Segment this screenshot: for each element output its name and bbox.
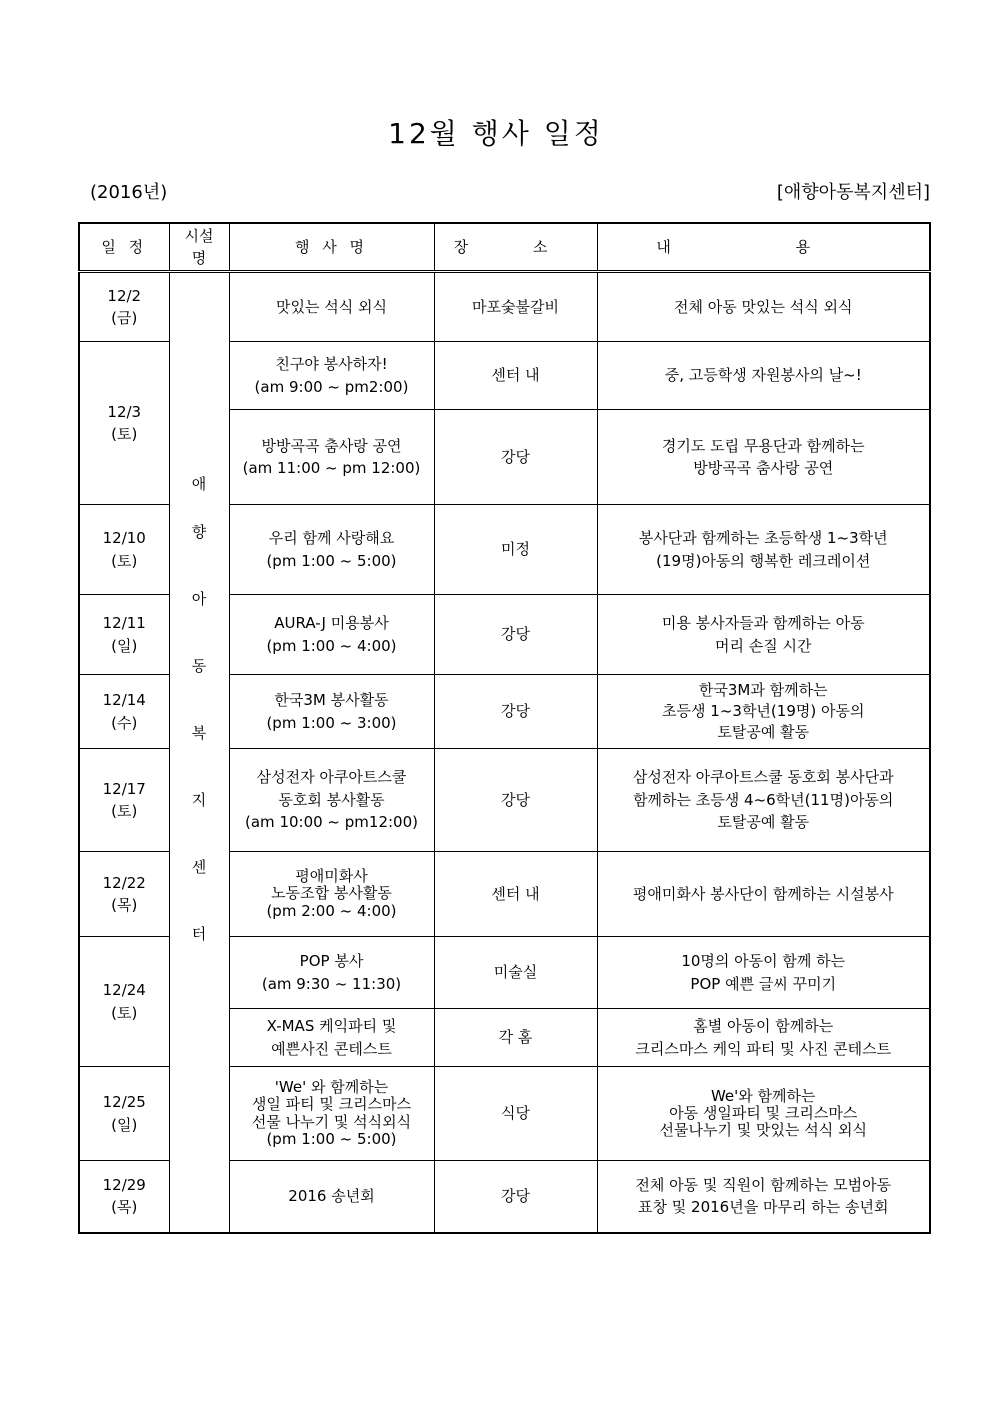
date-text: 12/14 bbox=[102, 691, 146, 709]
event-cell bbox=[229, 1009, 434, 1067]
date-cell bbox=[79, 852, 169, 937]
content-text: POP 예쁜 글씨 꾸미기 bbox=[690, 974, 837, 993]
date-cell bbox=[79, 272, 169, 342]
header-place: 장 소 bbox=[434, 223, 597, 272]
content-cell bbox=[597, 749, 930, 852]
content-text: 크리스마스 케익 파티 및 사진 콘테스트 bbox=[635, 1039, 892, 1058]
place-cell: 식당 bbox=[434, 1067, 597, 1161]
content-cell bbox=[597, 272, 930, 342]
facility-char: 애 bbox=[191, 475, 207, 493]
content-cell bbox=[597, 342, 930, 410]
event-cell bbox=[229, 852, 434, 937]
event-text: 평애미화사 bbox=[295, 867, 368, 886]
facility-char: 복 bbox=[191, 724, 207, 742]
header-event: 행 사 명 bbox=[229, 223, 434, 272]
event-text: 'We' 와 함께하는 bbox=[274, 1078, 389, 1096]
event-cell bbox=[229, 937, 434, 1009]
content-text: 경기도 도립 무용단과 함께하는 bbox=[661, 436, 865, 455]
content-cell bbox=[597, 937, 930, 1009]
event-text: AURA-J 미용봉사 bbox=[274, 614, 389, 632]
weekday-text: (수) bbox=[111, 713, 138, 732]
header-facility-line: 명 bbox=[191, 249, 207, 267]
date-cell bbox=[79, 749, 169, 852]
content-text: 전체 아동 맛있는 석식 외식 bbox=[674, 297, 853, 316]
date-cell bbox=[79, 675, 169, 749]
content-text: 삼성전자 아쿠아트스쿨 동호회 봉사단과 bbox=[632, 768, 894, 787]
content-text: 토탈공예 활동 bbox=[717, 813, 810, 832]
date-cell bbox=[79, 1161, 169, 1233]
weekday-text: (토) bbox=[111, 802, 138, 820]
event-text: 방방곡곡 춤사랑 공연 bbox=[261, 436, 402, 455]
content-text: 한국3M과 함께하는 bbox=[698, 681, 828, 699]
content-text: 함께하는 초등생 4~6학년(11명)아동의 bbox=[633, 790, 894, 809]
date-cell bbox=[79, 937, 169, 1067]
content-text: 10명의 아동이 함께 하는 bbox=[681, 952, 846, 970]
content-text: 초등생 1~3학년(19명) 아동의 bbox=[662, 702, 865, 720]
date-cell bbox=[79, 595, 169, 675]
facility-char: 지 bbox=[191, 791, 207, 809]
event-cell bbox=[229, 1067, 434, 1161]
event-text: 동호회 봉사활동 bbox=[278, 790, 385, 809]
date-text: 12/2 bbox=[107, 286, 142, 305]
place-cell: 센터 내 bbox=[434, 852, 597, 937]
weekday-text: (일) bbox=[111, 636, 138, 655]
content-text: 선물나누기 및 맛있는 석식 외식 bbox=[659, 1121, 867, 1140]
event-cell bbox=[229, 272, 434, 342]
place-cell: 강당 bbox=[434, 595, 597, 675]
event-text: 삼성전자 아쿠아트스쿨 bbox=[256, 768, 407, 787]
content-text: 중, 고등학생 자원봉사의 날~! bbox=[664, 366, 862, 385]
event-time: (pm 2:00 ~ 4:00) bbox=[266, 901, 397, 920]
event-time: (am 10:00 ~ pm12:00) bbox=[245, 813, 418, 832]
weekday-text: (목) bbox=[111, 1198, 138, 1217]
date-text: 12/17 bbox=[102, 779, 146, 798]
content-text: We'와 함께하는 bbox=[710, 1086, 816, 1105]
event-text: 생일 파티 및 크리스마스 bbox=[251, 1095, 412, 1114]
page-title: 12월 행사 일정 bbox=[388, 117, 604, 150]
event-time: (am 9:00 ~ pm2:00) bbox=[254, 377, 409, 396]
table-row bbox=[79, 272, 930, 342]
place-cell: 강당 bbox=[434, 675, 597, 749]
facility-char: 센 bbox=[191, 858, 207, 876]
weekday-text: (일) bbox=[111, 1115, 138, 1134]
content-cell bbox=[597, 852, 930, 937]
schedule-table bbox=[78, 222, 931, 1234]
facility-char: 향 bbox=[191, 523, 207, 541]
content-cell bbox=[597, 410, 930, 505]
event-time: (pm 1:00 ~ 4:00) bbox=[266, 636, 397, 655]
event-cell bbox=[229, 505, 434, 595]
place-cell: 강당 bbox=[434, 1161, 597, 1233]
organization-label: [애향아동복지센터] bbox=[776, 182, 930, 203]
content-text: 토탈공예 활동 bbox=[717, 723, 810, 741]
content-text: 표창 및 2016년을 마무리 하는 송년회 bbox=[638, 1198, 889, 1217]
date-text: 12/11 bbox=[102, 614, 146, 632]
header-content: 내 용 bbox=[597, 223, 930, 272]
content-cell bbox=[597, 595, 930, 675]
weekday-text: (토) bbox=[111, 425, 138, 443]
event-text: 노동조합 봉사활동 bbox=[271, 884, 392, 903]
event-time: (am 9:30 ~ 11:30) bbox=[261, 974, 402, 993]
event-text: 2016 송년회 bbox=[288, 1187, 375, 1205]
event-time: (pm 1:00 ~ 3:00) bbox=[266, 713, 397, 732]
event-cell bbox=[229, 410, 434, 505]
content-cell bbox=[597, 1161, 930, 1233]
event-cell bbox=[229, 342, 434, 410]
date-cell bbox=[79, 342, 169, 505]
date-text: 12/29 bbox=[102, 1175, 146, 1194]
facility-char: 터 bbox=[191, 925, 207, 943]
place-cell: 각 홈 bbox=[434, 1009, 597, 1067]
content-cell bbox=[597, 1067, 930, 1161]
date-text: 12/24 bbox=[102, 981, 146, 999]
event-text: 맛있는 석식 외식 bbox=[276, 297, 387, 316]
event-text: 친구야 봉사하자! bbox=[275, 355, 388, 373]
event-time: (am 11:00 ~ pm 12:00) bbox=[242, 459, 421, 477]
event-text: 한국3M 봉사활동 bbox=[274, 691, 389, 709]
header-facility bbox=[169, 223, 229, 272]
weekday-text: (목) bbox=[111, 896, 138, 914]
event-cell bbox=[229, 749, 434, 852]
content-text: 미용 봉사자들과 함께하는 아동 bbox=[661, 614, 865, 632]
content-text: 봉사단과 함께하는 초등학생 1~3학년 bbox=[638, 529, 888, 547]
event-text: POP 봉사 bbox=[299, 952, 364, 970]
header-facility-line: 시설 bbox=[184, 226, 214, 245]
date-text: 12/22 bbox=[102, 873, 146, 892]
facility-cell bbox=[169, 272, 229, 1233]
table-header-row bbox=[79, 223, 930, 272]
date-text: 12/3 bbox=[107, 402, 142, 421]
content-text: (19명)아동의 행복한 레크레이션 bbox=[656, 551, 871, 570]
content-text: 아동 생일파티 및 크리스마스 bbox=[669, 1103, 858, 1122]
header-date: 일 정 bbox=[79, 223, 169, 272]
facility-char: 아 bbox=[191, 590, 207, 608]
date-text: 12/10 bbox=[102, 529, 146, 547]
weekday-text: (금) bbox=[111, 309, 138, 327]
event-cell bbox=[229, 1161, 434, 1233]
place-cell: 미술실 bbox=[434, 937, 597, 1009]
event-text: 선물 나누기 및 석식외식 bbox=[251, 1112, 412, 1131]
year-label: (2016년) bbox=[90, 182, 168, 203]
content-text: 방방곡곡 춤사랑 공연 bbox=[693, 459, 834, 477]
date-cell bbox=[79, 505, 169, 595]
event-text: X-MAS 케익파티 및 bbox=[266, 1017, 397, 1035]
weekday-text: (토) bbox=[111, 551, 138, 570]
event-time: (pm 1:00 ~ 5:00) bbox=[266, 1129, 397, 1148]
event-cell bbox=[229, 675, 434, 749]
place-cell: 센터 내 bbox=[434, 342, 597, 410]
content-text: 평애미화사 봉사단이 함께하는 시설봉사 bbox=[632, 884, 894, 903]
place-cell: 마포숯불갈비 bbox=[434, 272, 597, 342]
content-text: 머리 손질 시간 bbox=[715, 636, 812, 655]
date-text: 12/25 bbox=[102, 1093, 146, 1111]
event-text: 예쁜사진 콘테스트 bbox=[271, 1039, 392, 1058]
content-text: 전체 아동 및 직원이 함께하는 모범아동 bbox=[635, 1175, 892, 1194]
content-cell bbox=[597, 1009, 930, 1067]
content-text: 홈별 아동이 함께하는 bbox=[693, 1017, 834, 1035]
place-cell: 강당 bbox=[434, 749, 597, 852]
place-cell: 미정 bbox=[434, 505, 597, 595]
content-cell bbox=[597, 505, 930, 595]
content-cell bbox=[597, 675, 930, 749]
event-time: (pm 1:00 ~ 5:00) bbox=[266, 551, 397, 570]
facility-char: 동 bbox=[191, 657, 207, 675]
event-text: 우리 함께 사랑해요 bbox=[268, 529, 395, 547]
weekday-text: (토) bbox=[111, 1003, 138, 1022]
event-cell bbox=[229, 595, 434, 675]
place-cell: 강당 bbox=[434, 410, 597, 505]
date-cell bbox=[79, 1067, 169, 1161]
